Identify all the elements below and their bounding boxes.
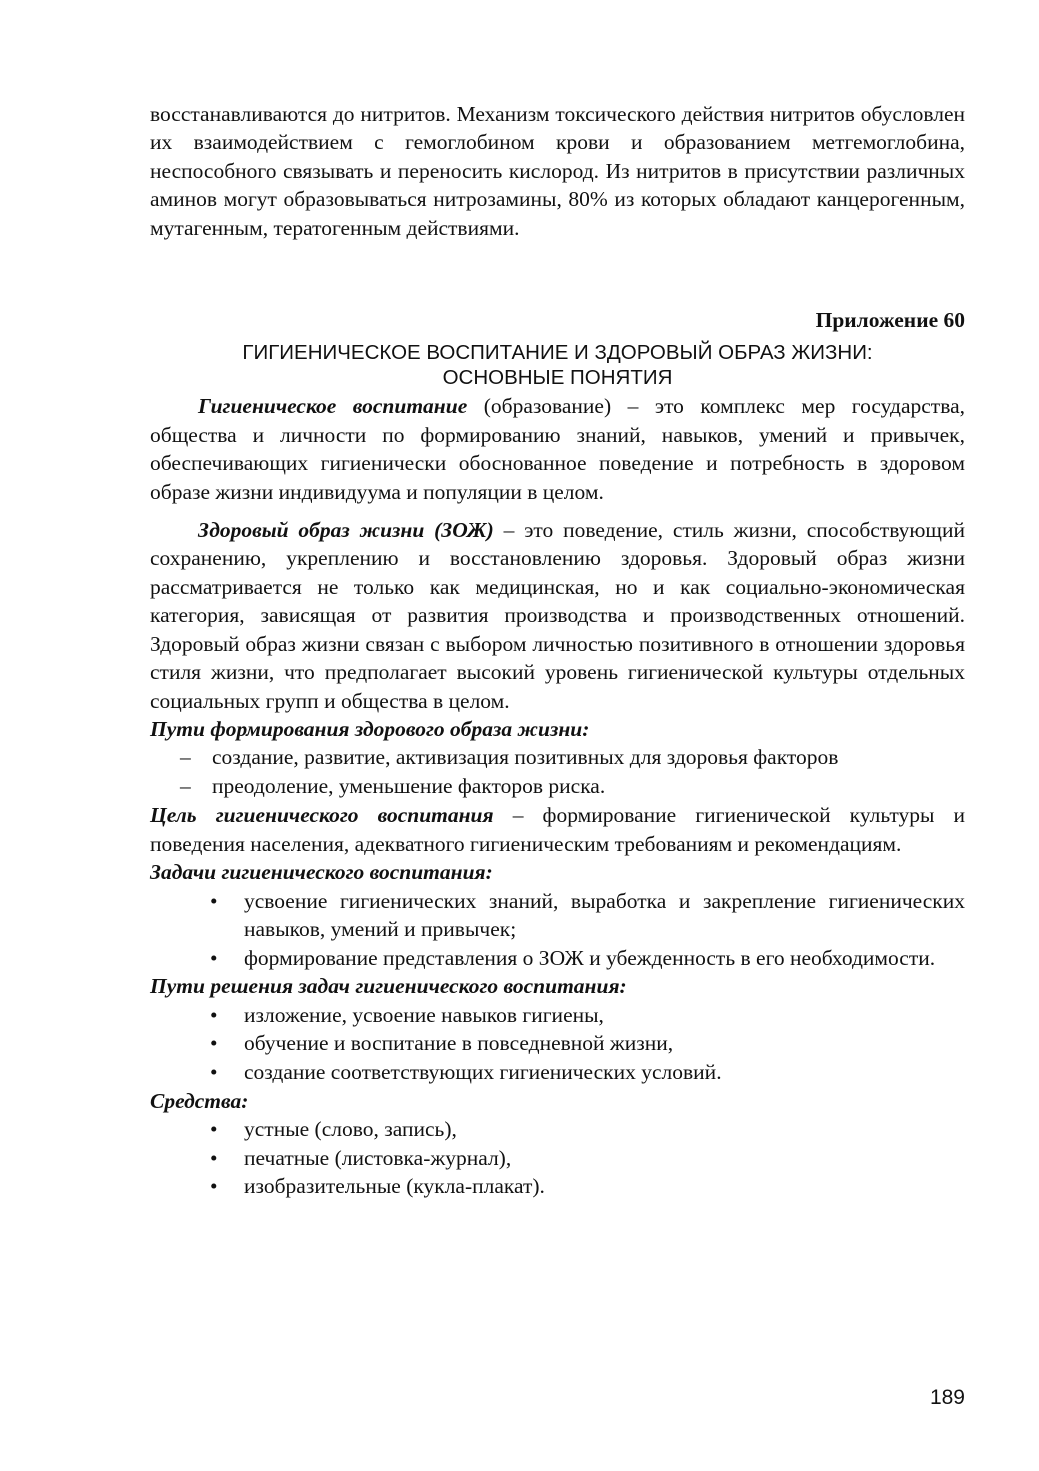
- intro-paragraph: восстанавливаются до нитритов. Механизм токсического действия нитритов обусловлен их взаимодействием с гемоглобином крови и образованием метгемоглобина, неспособного связывать и переносить кислород. Из нитритов в присутствии различных аминов могут образовываться нитрозамины, 80% из которых обладают канцерогенным, мутагенным, тератогенным действиями.: [150, 102, 965, 240]
- tasks-heading: Задачи гигиенического воспитания:: [150, 860, 493, 885]
- solutions-heading: Пути решения задач гигиенического воспитания:: [150, 974, 627, 999]
- page-number: 189: [929, 1386, 965, 1409]
- goal-paragraph: [150, 801, 965, 858]
- document-page: [150, 100, 965, 1201]
- solutions-list: [150, 1001, 965, 1087]
- ways-heading: Пути формирования здорового образа жизни:: [150, 716, 590, 741]
- tasks-list: [150, 887, 965, 973]
- title-line-2: ОСНОВНЫЕ ПОНЯТИЯ: [442, 366, 673, 390]
- list-item: • обучение и воспитание в повседневной жизни,: [150, 1029, 965, 1058]
- definition-text: (образование) – это комплекс мер государства, общества и личности по формированию знаний, навыков, умений и привычек, обеспечивающих гигиенически обоснованное поведение и потребность в здоровом образе жизни индивидуума и популяции в целом.: [150, 394, 965, 504]
- title-line-1: ГИГИЕНИЧЕСКОЕ ВОСПИТАНИЕ И ЗДОРОВЫЙ ОБРАЗ ЖИЗНИ:: [242, 341, 873, 365]
- goal-text: – формирование гигиенической культуры и поведения населения, адекватного гигиеническим требованиям и рекомендациям.: [150, 803, 965, 856]
- list-item: • формирование представления о ЗОЖ и убежденность в его необходимости.: [150, 944, 965, 973]
- section-title: [150, 340, 965, 390]
- ways-list: [150, 743, 965, 801]
- appendix-label: Приложение 60: [815, 308, 965, 333]
- list-item: • изобразительные (кукла-плакат).: [150, 1172, 965, 1201]
- definition-text: – это поведение, стиль жизни, способствующий сохранению, укреплению и восстановлению здоровья. Здоровый образ жизни рассматривается не только как медицинская, но и как социально-экономическая категория, зависящая от развития производства и производственных отношений. Здоровый образ жизни связан с выбором личностью позитивного в отношении здоровья стиля жизни, что предполагает высокий уровень гигиенической культуры отдельных социальных групп и общества в целом.: [150, 518, 965, 713]
- section-spacer: [150, 242, 965, 306]
- goal-term: Цель гигиенического воспитания: [150, 803, 494, 828]
- definition-hygienic-education: [150, 392, 965, 506]
- definition-term: Гигиеническое воспитание: [198, 394, 468, 419]
- definition-healthy-lifestyle: [150, 516, 965, 715]
- means-heading: Средства:: [150, 1088, 249, 1113]
- definition-term: Здоровый образ жизни (ЗОЖ): [198, 518, 494, 543]
- list-item: – создание, развитие, активизация позитивных для здоровья факторов: [150, 743, 965, 772]
- list-item: • устные (слово, запись),: [150, 1115, 965, 1144]
- list-item: – преодоление, уменьшение факторов риска.: [150, 772, 965, 801]
- list-item: • усвоение гигиенических знаний, выработка и закрепление гигиенических навыков, умений и привычек;: [150, 887, 965, 944]
- list-item: • печатные (листовка-журнал),: [150, 1144, 965, 1173]
- paragraph-spacer: [150, 506, 965, 516]
- means-list: [150, 1115, 965, 1201]
- list-item: • создание соответствующих гигиенических условий.: [150, 1058, 965, 1087]
- list-item: • изложение, усвоение навыков гигиены,: [150, 1001, 965, 1030]
